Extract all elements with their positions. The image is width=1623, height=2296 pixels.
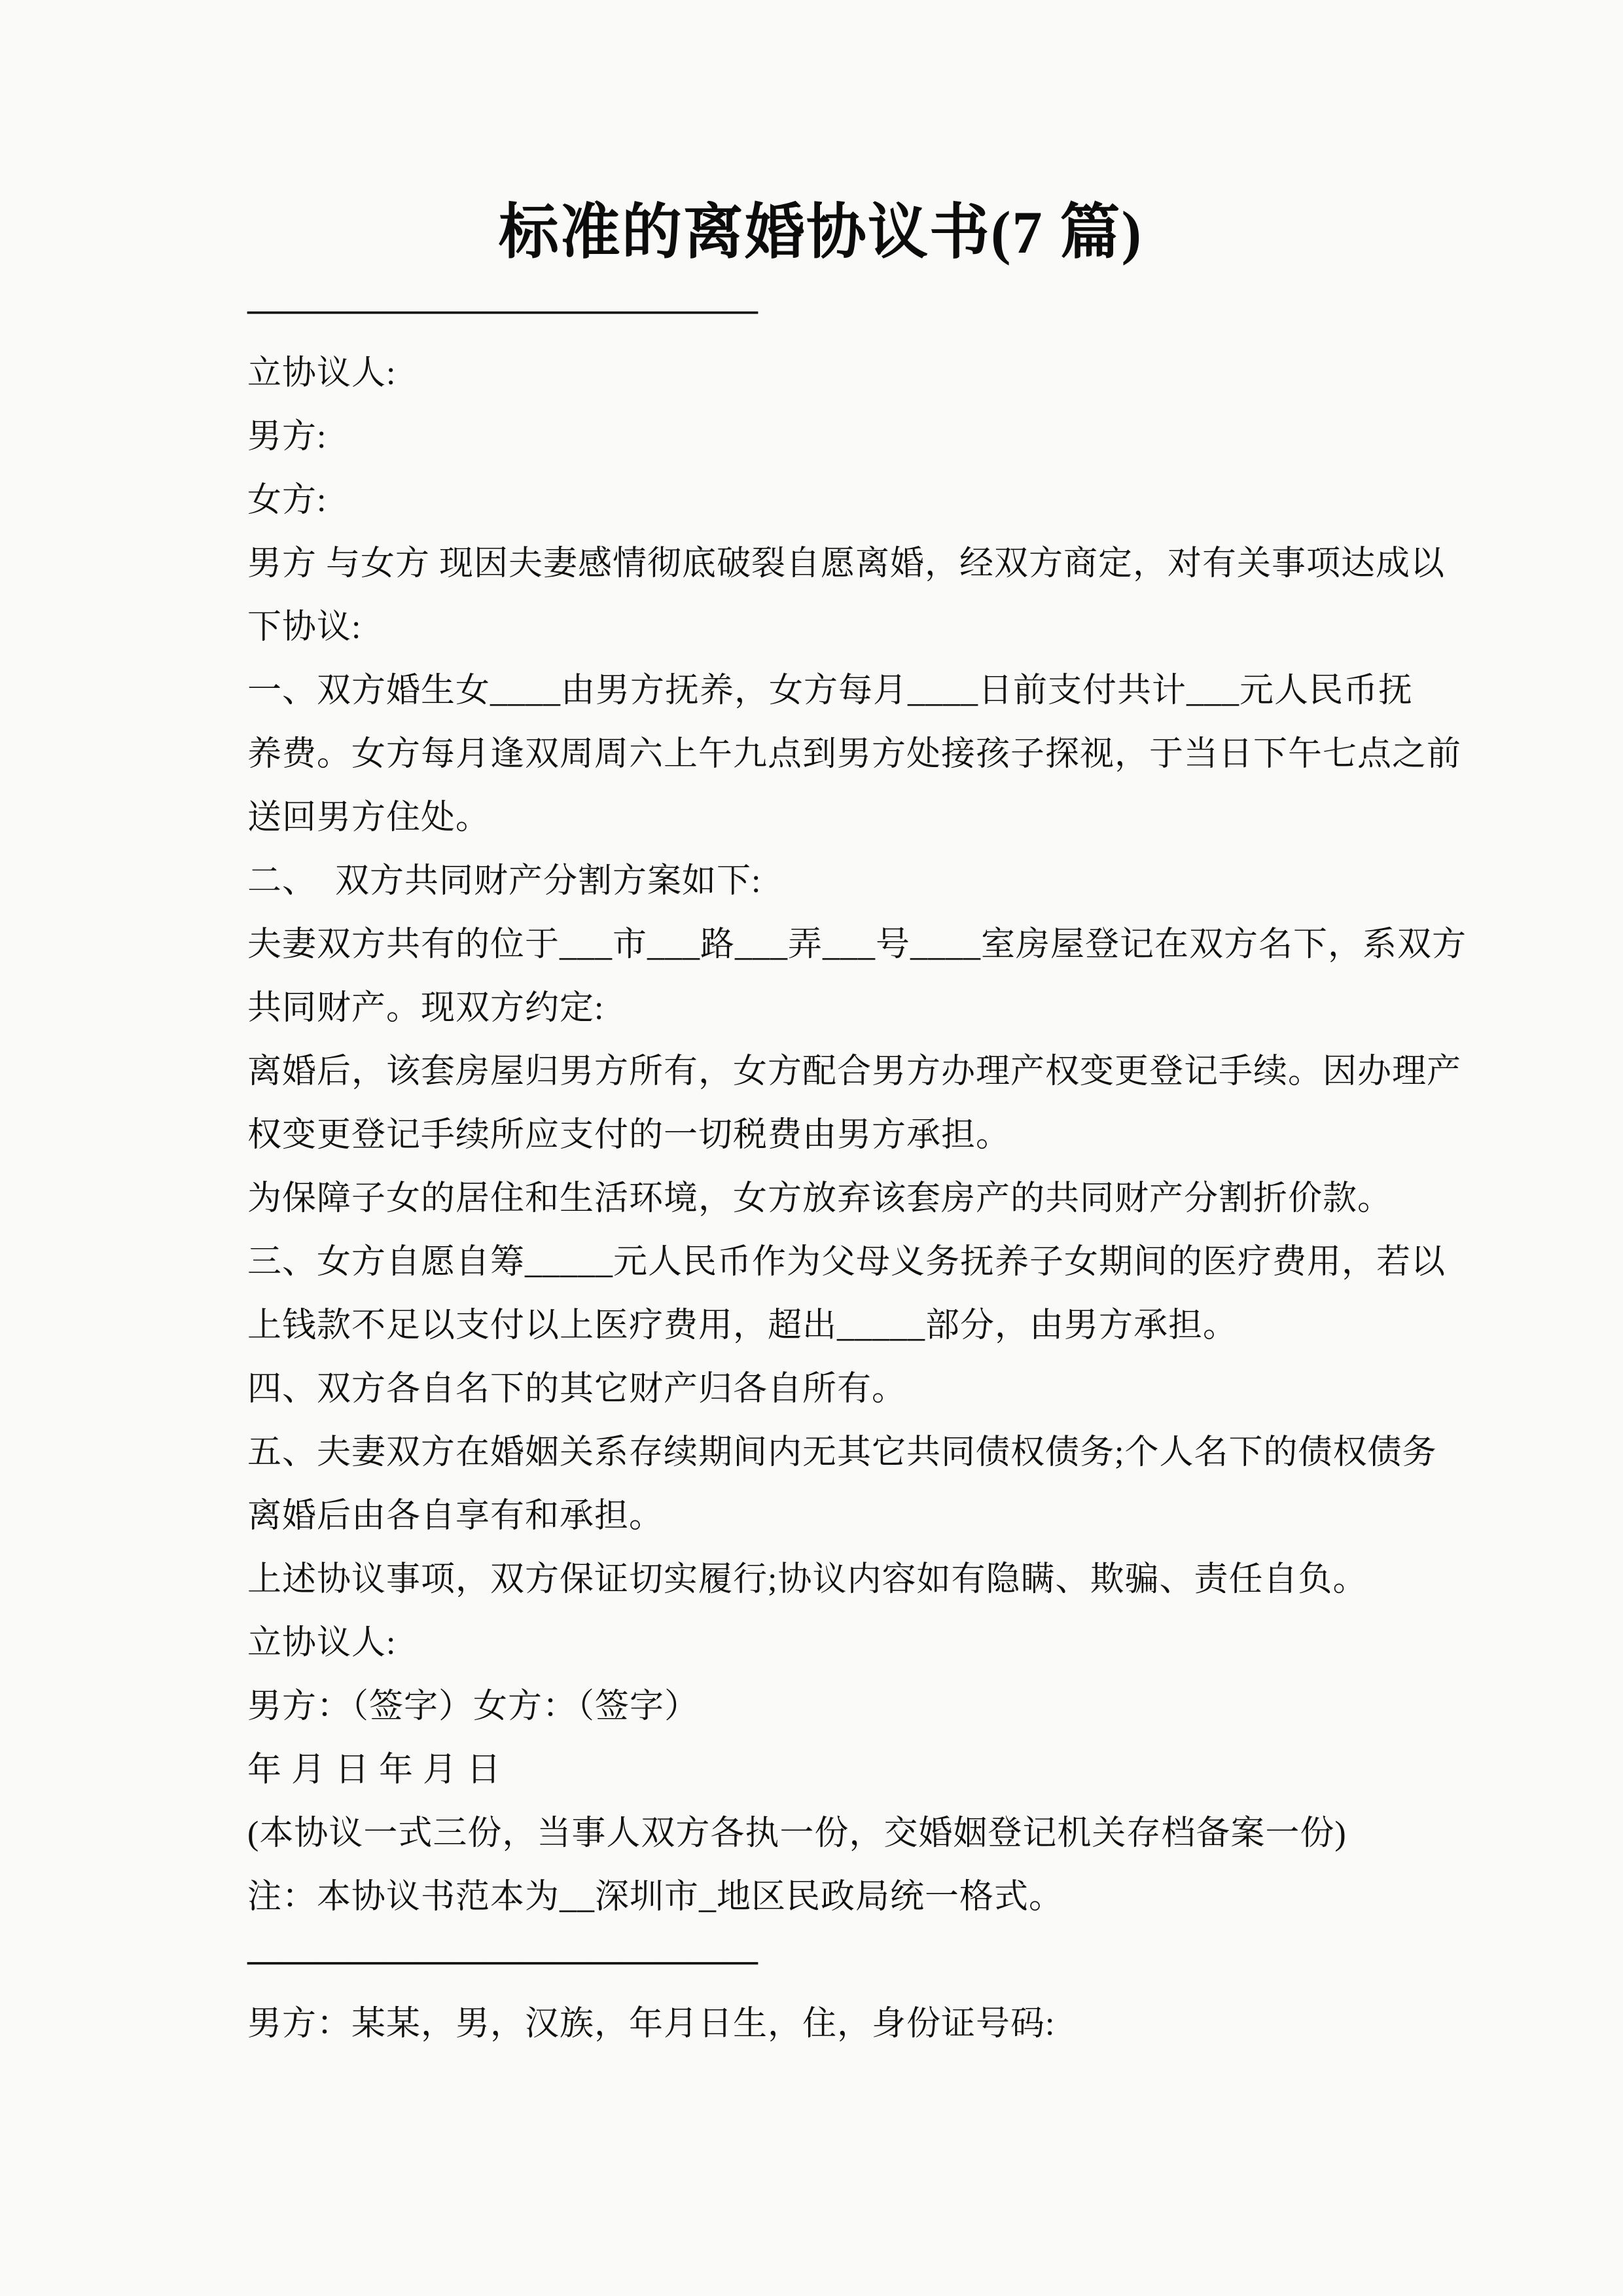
paragraph-line: 年 月 日 年 月 日 (247, 1751, 502, 1789)
paragraph-line: 一、双方婚生女____由男方抚养，女方每月____日前支付共计___元人民币抚 (247, 672, 1414, 709)
separator-line: ——————————————— (247, 291, 758, 329)
paragraph-line: 男方：（签字）女方：（签字） (247, 1688, 700, 1725)
paragraph-line: 上钱款不足以支付以上医疗费用，超出_____部分，由男方承担。 (247, 1307, 1238, 1344)
paragraph-line: 男方 与女方 现因夫妻感情彻底破裂自愿离婚，经双方商定，对有关事项达成以 (247, 545, 1446, 583)
paragraph-line: 养费。女方每月逢双周周六上午九点到男方处接孩子探视，于当日下午七点之前 (247, 736, 1462, 773)
paragraph-line: (本协议一式三份，当事人双方各执一份，交婚姻登记机关存档备案一份) (247, 1815, 1347, 1852)
paragraph-line: 权变更登记手续所应支付的一切税费由男方承担。 (247, 1117, 1011, 1154)
paragraph-line: 离婚后，该套房屋归男方所有，女方配合男方办理产权变更登记手续。因办理产 (247, 1053, 1462, 1090)
paragraph-line: 男方: (247, 418, 327, 456)
paragraph-line: 上述协议事项，双方保证切实履行;协议内容如有隐瞒、欺骗、责任自负。 (247, 1561, 1368, 1598)
separator-line: ——————————————— (247, 1942, 758, 1979)
paragraph-line: 共同财产。现双方约定: (247, 990, 605, 1027)
document-content (247, 196, 1467, 2056)
paragraph-line: 四、双方各自名下的其它财产归各自所有。 (247, 1371, 907, 1408)
paragraph-line: 注：本协议书范本为__深圳市_地区民政局统一格式。 (247, 1878, 1064, 1916)
paragraph-line: 送回男方住处。 (247, 799, 491, 836)
paragraph-line: 二、 双方共同财产分割方案如下: (247, 863, 762, 900)
paragraph-line: 夫妻双方共有的位于___市___路___弄___号____室房屋登记在双方名下，系双方 (247, 926, 1467, 963)
paragraph-line: 女方: (247, 482, 327, 519)
paragraph-line: 下协议: (247, 609, 362, 646)
document-body (247, 278, 1467, 2056)
document-title: 标准的离婚协议书(7 篇) (498, 199, 1143, 266)
paragraph-line: 立协议人: (247, 355, 397, 392)
paragraph-line: 为保障子女的居住和生活环境，女方放弃该套房产的共同财产分割折价款。 (247, 1180, 1393, 1217)
paragraph-line: 五、夫妻双方在婚姻关系存续期间内无其它共同债权债务;个人名下的债权债务 (247, 1434, 1437, 1471)
paragraph-line: 男方：某某，男，汉族，年月日生，住，身份证号码: (247, 2005, 1056, 2043)
paragraph-line: 三、女方自愿自筹_____元人民币作为父母义务抚养子女期间的医疗费用，若以 (247, 1244, 1446, 1281)
paragraph-line: 立协议人: (247, 1624, 397, 1662)
paragraph-line: 离婚后由各自享有和承担。 (247, 1498, 664, 1535)
